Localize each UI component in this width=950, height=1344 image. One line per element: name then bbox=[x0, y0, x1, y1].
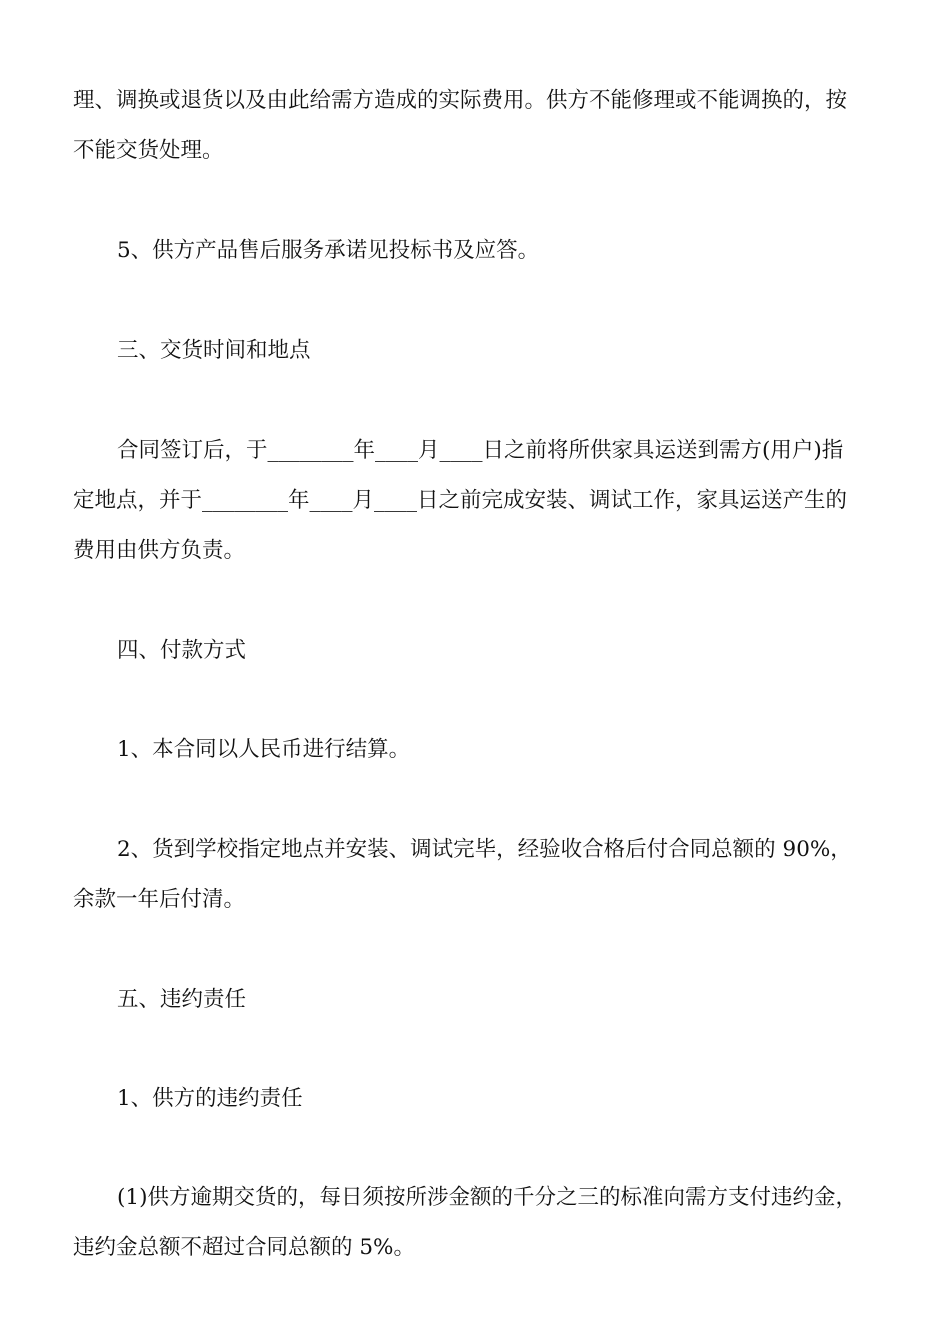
text-line: 违约金总额不超过合同总额的 5%。 bbox=[73, 1235, 415, 1260]
heading-payment bbox=[73, 626, 881, 676]
text-line: (1)供方逾期交货的，每日须按所涉金额的千分之三的标准向需方支付违约金， bbox=[117, 1185, 857, 1210]
text-line: 合同签订后，于________年____月____日之前将所供家具运送到需方(用户)指 bbox=[117, 438, 844, 463]
text-line: 余款一年后付清。 bbox=[73, 887, 246, 912]
paragraph-supplier-liability bbox=[73, 1074, 881, 1124]
paragraph-repair-exchange bbox=[73, 76, 881, 176]
paragraph-late-delivery bbox=[73, 1173, 881, 1273]
text-line: 定地点，并于________年____月____日之前完成安装、调试工作，家具运送产生的 bbox=[73, 488, 848, 513]
text-line: 5、供方产品售后服务承诺见投标书及应答。 bbox=[117, 238, 540, 263]
paragraph-currency bbox=[73, 725, 881, 775]
paragraph-delivery-time bbox=[73, 426, 881, 576]
section-heading: 五、违约责任 bbox=[117, 987, 247, 1012]
text-line: 理、调换或退货以及由此给需方造成的实际费用。供方不能修理或不能调换的，按 bbox=[73, 88, 848, 113]
paragraph-after-sales bbox=[73, 226, 881, 276]
text-line: 不能交货处理。 bbox=[73, 138, 224, 163]
text-line: 2、货到学校指定地点并安装、调试完毕，经验收合格后付合同总额的 90%， bbox=[117, 837, 852, 862]
text-line: 1、本合同以人民币进行结算。 bbox=[117, 737, 411, 762]
heading-liability bbox=[73, 975, 881, 1025]
paragraph-payment-terms bbox=[73, 825, 881, 925]
section-heading: 三、交货时间和地点 bbox=[117, 338, 311, 363]
text-line: 费用由供方负责。 bbox=[73, 538, 246, 563]
text-line: 1、供方的违约责任 bbox=[117, 1086, 303, 1111]
section-heading: 四、付款方式 bbox=[117, 638, 247, 663]
heading-delivery bbox=[73, 326, 881, 376]
